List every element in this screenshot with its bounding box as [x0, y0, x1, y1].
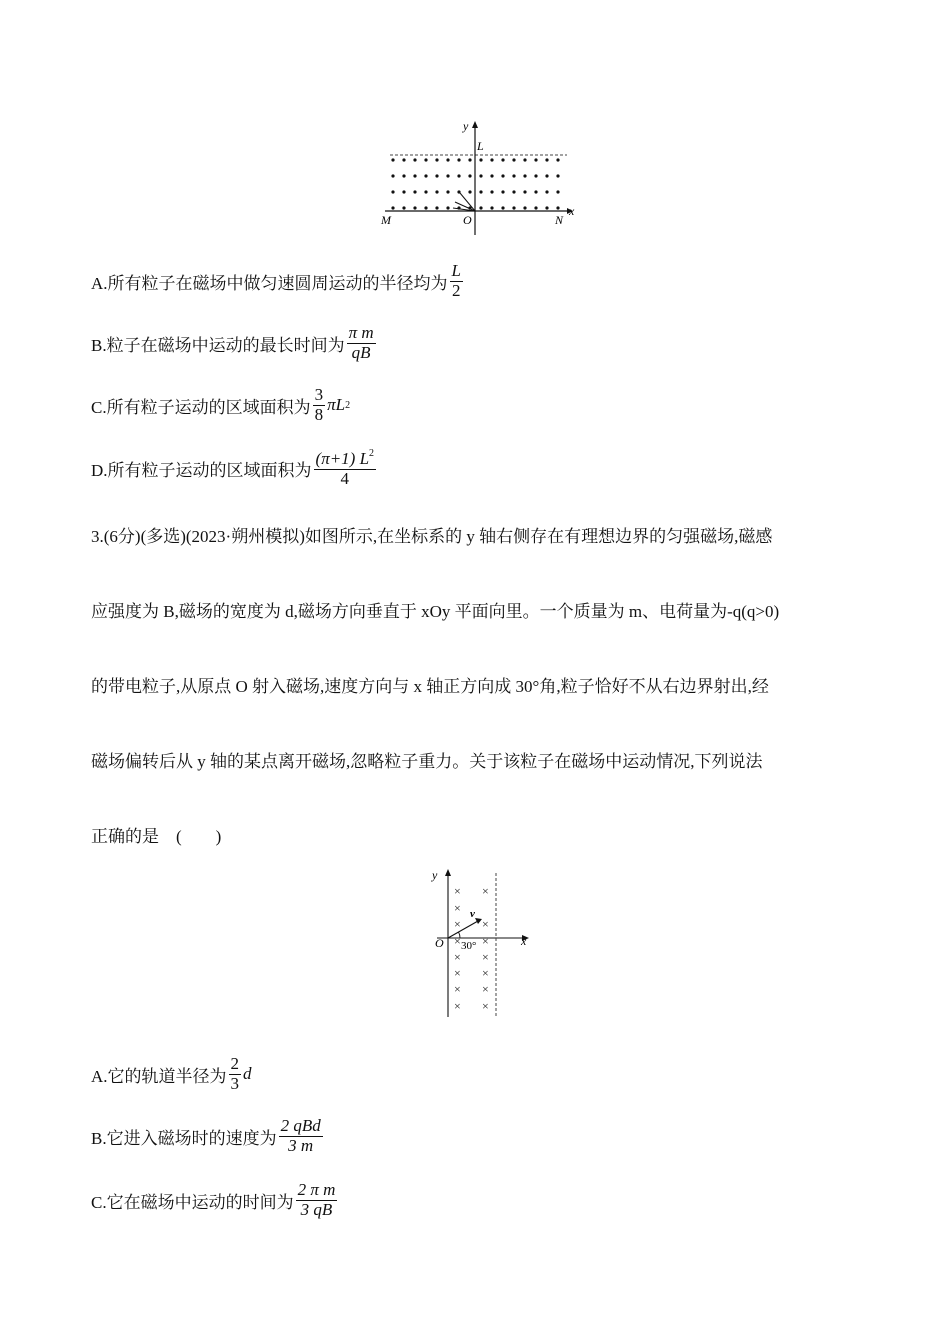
field-dot [468, 158, 471, 161]
field-dot [468, 190, 471, 193]
q2-option-d-den: 4 [340, 468, 350, 488]
field-dot [413, 174, 416, 177]
field-dot [402, 158, 405, 161]
q3-option-a-fraction [229, 1055, 242, 1093]
figure-1-magnetic-strip [375, 115, 585, 235]
field-cross: × [454, 950, 461, 964]
q3-option-b-text: B.它进入磁场时的速度为 [91, 1128, 277, 1148]
field-dot [391, 174, 394, 177]
field-dot [534, 174, 537, 177]
field-dot [402, 206, 405, 209]
fig1-O-label: O [463, 213, 472, 227]
q2-option-d [91, 448, 378, 488]
field-dot [413, 158, 416, 161]
q2-option-a-text: A.所有粒子在磁场中做匀速圆周运动的半径均为 [91, 273, 448, 293]
field-dot [490, 158, 493, 161]
field-dot [545, 190, 548, 193]
field-dot [391, 206, 394, 209]
fig1-N-label: N [555, 213, 564, 227]
field-cross: × [454, 934, 461, 948]
q3-option-c-fraction [296, 1181, 338, 1219]
q3-option-a [91, 1055, 252, 1093]
field-dot [545, 206, 548, 209]
field-dot [424, 174, 427, 177]
q2-option-a [91, 262, 465, 300]
field-dot [435, 158, 438, 161]
fig1-y-label: y [463, 119, 469, 133]
q2-option-c-fraction [313, 386, 326, 424]
field-cross: × [482, 966, 489, 980]
q3-option-b-den: 3 m [288, 1135, 314, 1155]
q3-option-b [91, 1117, 325, 1155]
field-cross: × [454, 917, 461, 931]
fig2-angle-label: 30° [461, 940, 477, 952]
field-cross: × [482, 999, 489, 1013]
q2-option-d-num-sup: 2 [369, 448, 375, 459]
q3-stem-line-4: 磁场偏转后从 y 轴的某点离开磁场,忽略粒子重力。关于该粒子在磁场中运动情况,下列说法 [91, 752, 763, 771]
q3-option-b-num: 2 qBd [280, 1116, 321, 1135]
q3-option-b-fraction [279, 1117, 323, 1155]
field-dot [457, 174, 460, 177]
field-cross: × [482, 982, 489, 996]
field-dot [545, 158, 548, 161]
field-cross: × [482, 950, 489, 964]
field-dot [424, 190, 427, 193]
fig2-y-label: y [432, 868, 438, 882]
field-cross: × [454, 999, 461, 1013]
field-cross: × [482, 917, 489, 931]
q2-option-c-sup: 2 [345, 399, 351, 411]
field-dot [556, 190, 559, 193]
field-dot [490, 190, 493, 193]
q2-option-a-den: 2 [452, 280, 461, 300]
field-dot [523, 158, 526, 161]
field-cross: × [454, 966, 461, 980]
field-dot [501, 190, 504, 193]
field-dot [479, 206, 482, 209]
fig2-x-label: x [521, 934, 527, 948]
q3-stem-line-1: 3.(6分)(多选)(2023·朔州模拟)如图所示,在坐标系的 y 轴右侧存在有理想边界的匀强磁场,磁感 [91, 527, 773, 546]
field-cross: × [454, 884, 461, 898]
q3-option-a-num: 2 [230, 1054, 240, 1073]
field-dot [556, 158, 559, 161]
q3-stem-line-2: 应强度为 B,磁场的宽度为 d,磁场方向垂直于 xOy 平面向里。一个质量为 m、电荷量为-q(q>0) [91, 602, 780, 621]
q2-option-a-fraction [450, 262, 463, 300]
field-dot [446, 206, 449, 209]
field-dot [446, 174, 449, 177]
q2-option-a-num: L [451, 261, 461, 280]
q3-stem-line-3: 的带电粒子,从原点 O 射入磁场,速度方向与 x 轴正方向成 30°角,粒子恰好不从右边界射出,经 [91, 677, 769, 696]
figure-1-svg [375, 115, 585, 235]
fig1-x-label: x [569, 204, 575, 218]
q2-option-c-den: 8 [314, 404, 324, 424]
q3-option-a-den: 3 [230, 1073, 240, 1093]
q2-option-c-suffix: πL [327, 395, 346, 415]
field-dot [523, 174, 526, 177]
field-dot [501, 206, 504, 209]
field-dot [446, 158, 449, 161]
q3-option-c-num: 2 π m [297, 1180, 336, 1199]
q3-stem-line-5: 正确的是 ( ) [91, 827, 222, 846]
q2-option-b [91, 324, 378, 362]
field-dot [424, 158, 427, 161]
q2-option-b-text: B.粒子在磁场中运动的最长时间为 [91, 335, 345, 355]
field-dot [534, 158, 537, 161]
field-dot [424, 206, 427, 209]
field-dot [501, 158, 504, 161]
fig1-L-label: L [477, 139, 484, 153]
field-dot [435, 206, 438, 209]
q3-option-a-suffix: d [243, 1064, 252, 1084]
field-dot [413, 190, 416, 193]
field-dot [512, 190, 515, 193]
field-dot [402, 174, 405, 177]
figure-2-svg [425, 865, 535, 1020]
fig2-v-label: v [470, 908, 475, 920]
q2-option-c-text: C.所有粒子运动的区域面积为 [91, 397, 311, 417]
field-dot [523, 190, 526, 193]
field-dot [479, 174, 482, 177]
field-dot [534, 190, 537, 193]
q3-option-c-den: 3 qB [300, 1199, 333, 1219]
field-cross: × [454, 901, 461, 915]
field-dot [402, 190, 405, 193]
q2-option-b-den: qB [351, 342, 371, 362]
q3-option-c-text: C.它在磁场中运动的时间为 [91, 1192, 294, 1212]
q2-option-d-num: (π+1) L [315, 449, 370, 468]
q2-option-c [91, 386, 350, 424]
fig2-O-label: O [435, 936, 444, 950]
field-dot [391, 190, 394, 193]
q3-option-c [91, 1181, 339, 1219]
q3-option-a-text: A.它的轨道半径为 [91, 1066, 227, 1086]
field-dot [512, 206, 515, 209]
field-dot [534, 206, 537, 209]
field-dot [501, 174, 504, 177]
q2-option-c-num: 3 [314, 385, 324, 404]
field-dot [391, 158, 394, 161]
fig1-M-label: M [381, 213, 391, 227]
field-dot [512, 158, 515, 161]
field-dot [545, 174, 548, 177]
field-cross: × [482, 884, 489, 898]
field-dot [435, 174, 438, 177]
figure-2-magnetic-field [425, 865, 535, 1020]
field-dot [435, 190, 438, 193]
field-dot [556, 206, 559, 209]
field-dot [490, 206, 493, 209]
field-dot [523, 206, 526, 209]
field-dot [512, 174, 515, 177]
field-dot [479, 190, 482, 193]
field-dot [446, 190, 449, 193]
q2-option-d-text: D.所有粒子运动的区域面积为 [91, 460, 312, 480]
field-dot [490, 174, 493, 177]
field-dot [556, 174, 559, 177]
q2-option-b-fraction [347, 324, 376, 362]
q2-option-d-fraction [314, 448, 377, 488]
field-dot [413, 206, 416, 209]
field-dot [468, 174, 471, 177]
q2-option-b-num: π m [348, 323, 374, 342]
field-cross: × [482, 934, 489, 948]
field-dot [479, 158, 482, 161]
field-dot [457, 158, 460, 161]
field-cross: × [454, 982, 461, 996]
